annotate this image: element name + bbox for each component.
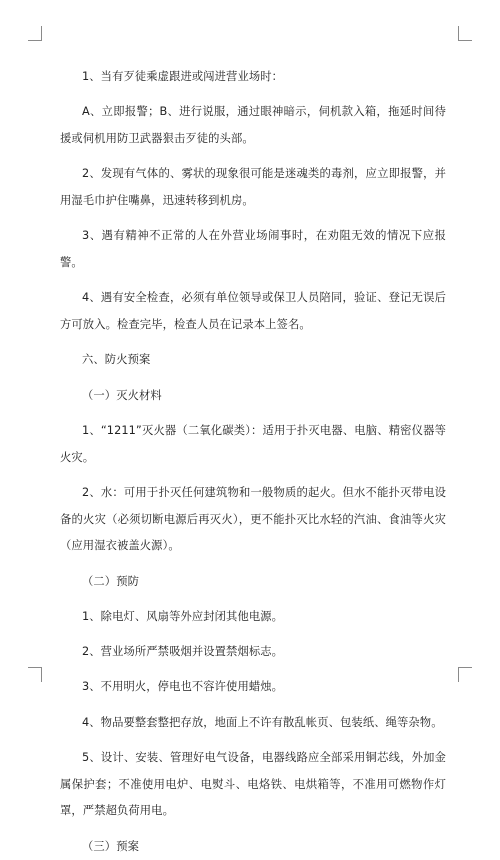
paragraph-prevention-open-flame: 3、不用明火，停电也不容许使用蜡烛。 bbox=[82, 680, 284, 694]
paragraph-extinguisher: 1、“1211”灭火器（二氧化碳类）：适用于扑灭电器、电脑、精密仪器等火灾。 bbox=[60, 423, 446, 464]
paragraph-intruder-response: A、立即报警；B、进行说服，通过眼神暗示，伺机款入箱，拖延时间待援或伺机用防卫武器狠击歹徒的头部。 bbox=[60, 105, 446, 145]
crop-mark-top-left bbox=[41, 26, 42, 41]
crop-mark-bottom-left bbox=[41, 667, 42, 682]
crop-mark-bottom-right bbox=[458, 667, 459, 682]
paragraph-intruder-intro: 1、当有歹徒乘虚跟进或闯进营业场时： bbox=[82, 70, 284, 83]
paragraph-prevention-power: 1、除电灯、风扇等外应封闭其他电源。 bbox=[82, 609, 284, 623]
subsection-heading-prevention: （二）预防 bbox=[82, 574, 139, 588]
paragraph-disturbance-response: 3、遇有精神不正常的人在外营业场闹事时，在劝阻无效的情况下应报警。 bbox=[60, 229, 446, 269]
paragraph-prevention-electrical: 5、设计、安装、管理好电气设备，电器线路应全部采用铜芯线，外加金属保护套；不准使用电炉、电熨斗、电烙铁、电烘箱等，不准用可燃物作灯罩，严禁超负荷用电。 bbox=[60, 751, 446, 818]
crop-mark-top-right bbox=[458, 40, 472, 41]
subsection-heading-plan: （三）预案 bbox=[82, 839, 139, 853]
paragraph-water: 2、水：可用于扑灭任何建筑物和一般物质的起火。但水不能扑灭带电设备的火灾（必须切断电源后再灭火），更不能扑灭比水轻的汽油、食油等火灾（应用湿衣被盖火源）。 bbox=[60, 485, 446, 553]
section-heading-fire-plan: 六、防火预案 bbox=[82, 353, 151, 367]
crop-mark-top-left bbox=[28, 40, 42, 41]
document-body bbox=[60, 64, 446, 860]
crop-mark-bottom-left bbox=[28, 667, 42, 668]
crop-mark-top-right bbox=[458, 26, 459, 41]
paragraph-prevention-smoking: 2、营业场所严禁吸烟并设置禁烟标志。 bbox=[82, 645, 284, 659]
paragraph-gas-response: 2、发现有气体的、雾状的现象很可能是迷魂类的毒剂，应立即报警，并用湿毛巾护住嘴鼻，迅速转移到机房。 bbox=[60, 167, 446, 207]
subsection-heading-extinguishing-materials: （一）灭火材料 bbox=[82, 388, 162, 402]
crop-mark-bottom-right bbox=[458, 667, 472, 668]
paragraph-prevention-storage: 4、物品要整套整把存放，地面上不许有散乱帐页、包装纸、绳等杂物。 bbox=[82, 715, 443, 729]
paragraph-security-inspection: 4、遇有安全检查，必须有单位领导或保卫人员陪同，验证、登记无误后方可放入。检查完毕，检查人员在记录本上签名。 bbox=[60, 291, 446, 331]
